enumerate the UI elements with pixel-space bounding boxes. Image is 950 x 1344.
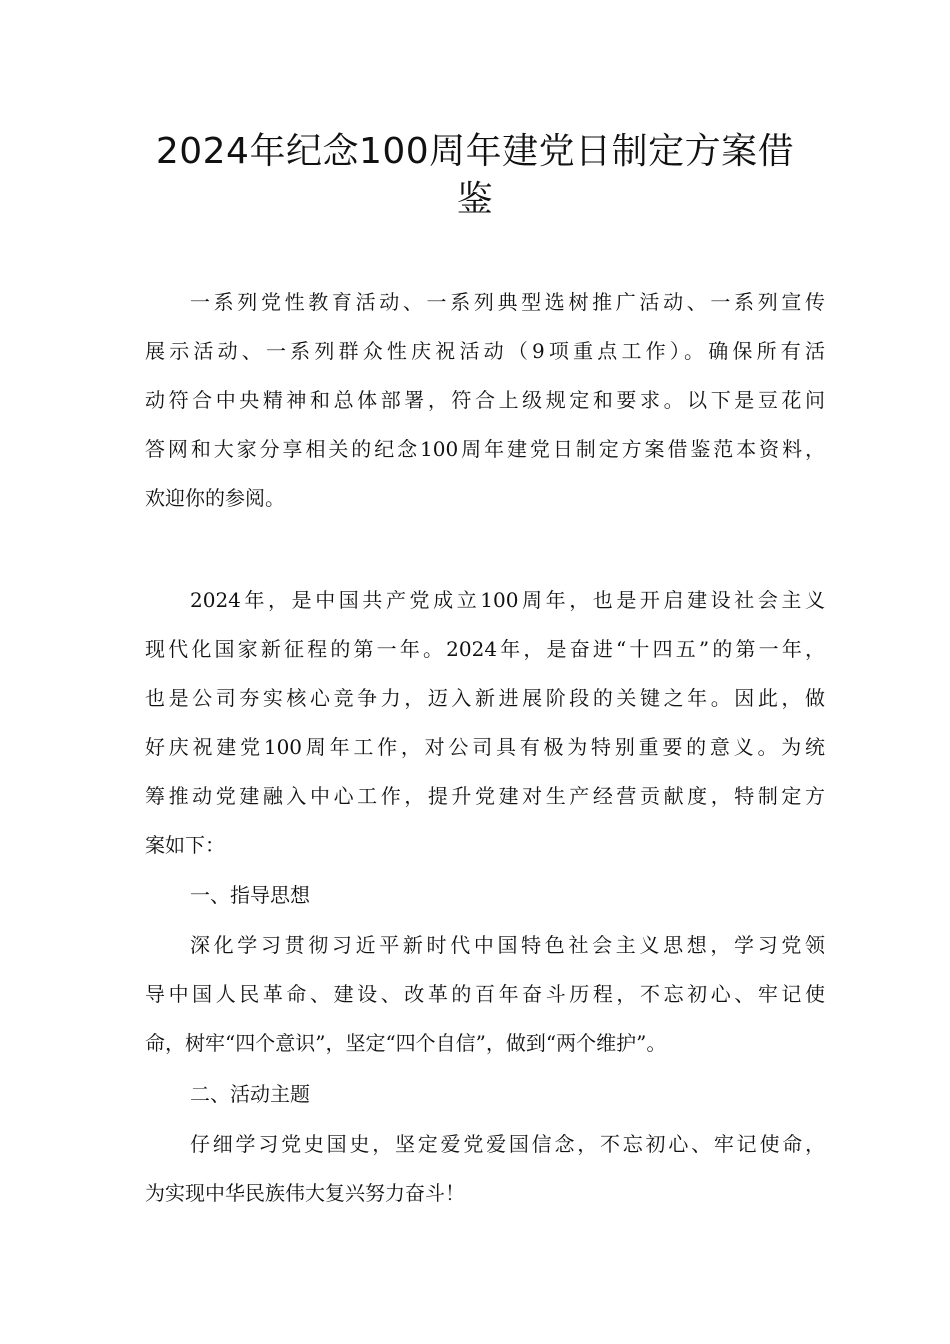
section-heading-activity-theme: 二、活动主题 xyxy=(190,1082,310,1106)
background-line-2: 现代化国家新征程的第一年。2024年，是奋进“十四五”的第一年， xyxy=(145,637,825,661)
intro-line-4: 答网和大家分享相关的纪念100周年建党日制定方案借鉴范本资料， xyxy=(145,437,825,461)
background-line-6: 案如下： xyxy=(145,833,225,857)
document-title xyxy=(130,128,820,224)
background-line-4: 好庆祝建党100周年工作，对公司具有极为特别重要的意义。为统 xyxy=(145,735,825,759)
section2-line-2: 为实现中华民族伟大复兴努力奋斗！ xyxy=(145,1181,465,1205)
background-line-5: 筹推动党建融入中心工作，提升党建对生产经营贡献度，特制定方 xyxy=(145,784,825,808)
intro-line-1: 一系列党性教育活动、一系列典型选树推广活动、一系列宣传 xyxy=(190,290,825,314)
section1-line-2: 导中国人民革命、建设、改革的百年奋斗历程，不忘初心、牢记使 xyxy=(145,982,825,1006)
section-heading-guiding-ideology: 一、指导思想 xyxy=(190,883,310,907)
section2-line-1: 仔细学习党史国史，坚定爱党爱国信念，不忘初心、牢记使命， xyxy=(190,1132,825,1156)
section1-line-1: 深化学习贯彻习近平新时代中国特色社会主义思想，学习党领 xyxy=(190,933,825,957)
background-line-3: 也是公司夯实核心竞争力，迈入新进展阶段的关键之年。因此，做 xyxy=(145,686,825,710)
title-line-1: 2024年纪念100周年建党日制定方案借 xyxy=(155,131,795,172)
background-line-1: 2024年，是中国共产党成立100周年，也是开启建设社会主义 xyxy=(190,588,825,612)
title-line-2: 鉴 xyxy=(456,179,494,220)
intro-line-3: 动符合中央精神和总体部署，符合上级规定和要求。以下是豆花问 xyxy=(145,388,825,412)
intro-line-5: 欢迎你的参阅。 xyxy=(145,486,285,510)
intro-line-2: 展示活动、一系列群众性庆祝活动（9项重点工作）。确保所有活 xyxy=(145,339,825,363)
section1-line-3: 命，树牢“四个意识”，坚定“四个自信”，做到“两个维护”。 xyxy=(145,1031,667,1055)
